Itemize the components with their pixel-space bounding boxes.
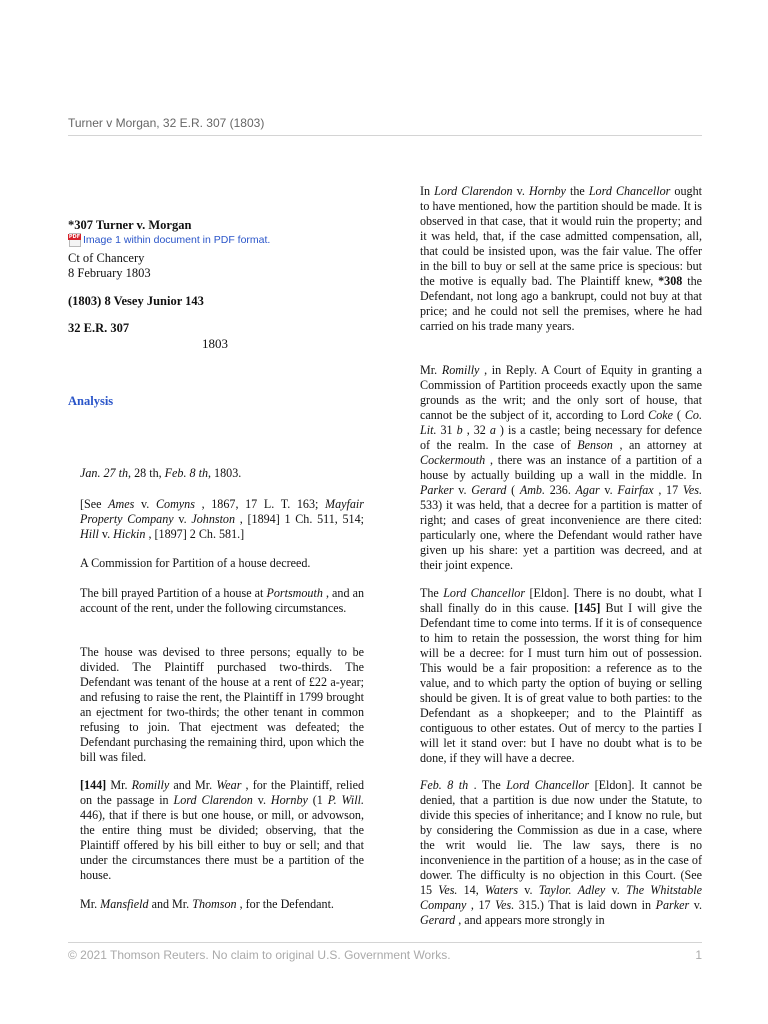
- defendant-counsel: Mr. Mansfield and Mr. Thomson , for the Defendant.: [80, 897, 334, 911]
- pdf-link-text[interactable]: Image 1 within document in PDF format.: [83, 234, 271, 246]
- citation-vesey: (1803) 8 Vesey Junior 143: [68, 294, 204, 308]
- case-date: 8 February 1803: [68, 266, 151, 280]
- page-footer: [68, 948, 702, 962]
- page-number: 1: [695, 948, 702, 962]
- document-header: Turner v Morgan, 32 E.R. 307 (1803): [68, 116, 265, 130]
- hearing-dates: Jan. 27 th, 28 th, Feb. 8 th, 1803.: [80, 466, 242, 480]
- plaintiff-argument: [144] Mr. Romilly and Mr. Wear , for the Plaintiff, relied on the passage in Lord Clarendon v. Hornby (1 P. Will. 446), that if there is but one house, or mill, or advowson, the entire thing must be divided; observing, that the Plaintiff offered by his bill either to buy or sell; and that under the circumstances there must be a partition of the house.: [80, 778, 365, 882]
- analysis-link[interactable]: Analysis: [68, 394, 114, 408]
- defendant-argument: In Lord Clarendon v. Hornby the Lord Chancellor ought to have mentioned, how the partition should be made. It is observed in that case, that it would ruin the property; and it was held, that, if the case admitted compensation, all, that could be insisted upon, was the fair value. The offer in the bill to buy or sell at the same price is specious: but the motive is equally bad. The Plaintiff knew, *308 the Defendant, not long ago a bankrupt, could not buy at that price; and he could not sell the premises, where he had carried on his trade many years.: [420, 184, 702, 333]
- reply-paragraph: Mr. Romilly , in Reply. A Court of Equity in granting a Commission of Partition proceeds exactly upon the same grounds as the writ; and the only sort of house, that cannot be the subject of it, according to Lord Coke ( Co. Lit. 31 b , 32 a ) is a castle; being necessary for defence of the realm. In the case of Benson , an attorney at Cockermouth , there was an instance of a partition of a house by actually building up a wall in the middle. In Parker v. Gerard ( Amb. 236. Agar v. Fairfax , 17 Ves. 533) it was held, that a decree for a partition is matter of right; and cases of great inconvenience are there cited: particularly one, where the Defendant would rather have given up his share: yet a partition was decreed, and at their joint expence.: [420, 363, 703, 572]
- citation-er: 32 E.R. 307: [68, 321, 130, 335]
- bill-paragraph: The bill prayed Partition of a house at Portsmouth , and an account of the rent, under the following circumstances.: [80, 586, 364, 615]
- facts-paragraph: The house was devised to three persons; equally to be divided. The Plaintiff purchased two-thirds. The Defendant was tenant of the house at a rent of £22 a-year; and refusing to raise the rent, the Plaintiff in 1799 brought an ejectment for two-thirds; the other tenant in common refusing to join. That ejectment was defeated; the Defendant purchasing the remaining third, upon which the bill was filed.: [80, 645, 364, 764]
- see-references: [See Ames v. Comyns , 1867, 17 L. T. 163; Mayfair Property Company v. Johnston , [1894] 1 Ch. 511, 514; Hill v. Hickin , [1897] 2 Ch. 581.]: [80, 497, 365, 541]
- headnote: A Commission for Partition of a house decreed.: [80, 556, 311, 570]
- footer-divider: [68, 942, 702, 943]
- chancellor-first-judgment: The Lord Chancellor [Eldon]. There is no doubt, what I shall finally do in this cause. [145] But I will give the Defendant time to come into terms. If it is of consequence to him to retain the possession, the worst thing for him will be a decree: for I must turn him out of possession. This would be a fair proposition: a reference as to the value, and to which party the option of buying or selling should be given. It is of great value to both parties: to the Defendant as a shopkeeper; and to the Plaintiff as contiguous to other estates. Out of mercy to the parties I will let it stand over: but I have no doubt what is to be done, if they will have a decree.: [420, 586, 703, 765]
- court-name: Ct of Chancery: [68, 251, 145, 265]
- header-divider: [68, 135, 702, 136]
- copyright-notice: © 2021 Thomson Reuters. No claim to original U.S. Government Works.: [68, 948, 451, 962]
- case-title: *307 Turner v. Morgan: [68, 218, 192, 232]
- chancellor-second-judgment: Feb. 8 th . The Lord Chancellor [Eldon]. It cannot be denied, that a partition is due now under the Statute, to divide this species of inheritance; and I know no rule, but by considering the Commission as due in a case, where the writ would lie. The law says, there is no inconvenience in the partition of a house; as in the case of dower. The difficulty is no objection in this Court. (See 15 Ves. 14, Waters v. Taylor. Adley v. The Whitstable Company , 17 Ves. 315.) That is laid down in Parker v. Gerard , and appears more strongly in: [420, 778, 702, 927]
- pdf-link[interactable]: [68, 233, 270, 247]
- case-year: 1803: [202, 336, 228, 351]
- pdf-icon[interactable]: PDF: [68, 233, 82, 247]
